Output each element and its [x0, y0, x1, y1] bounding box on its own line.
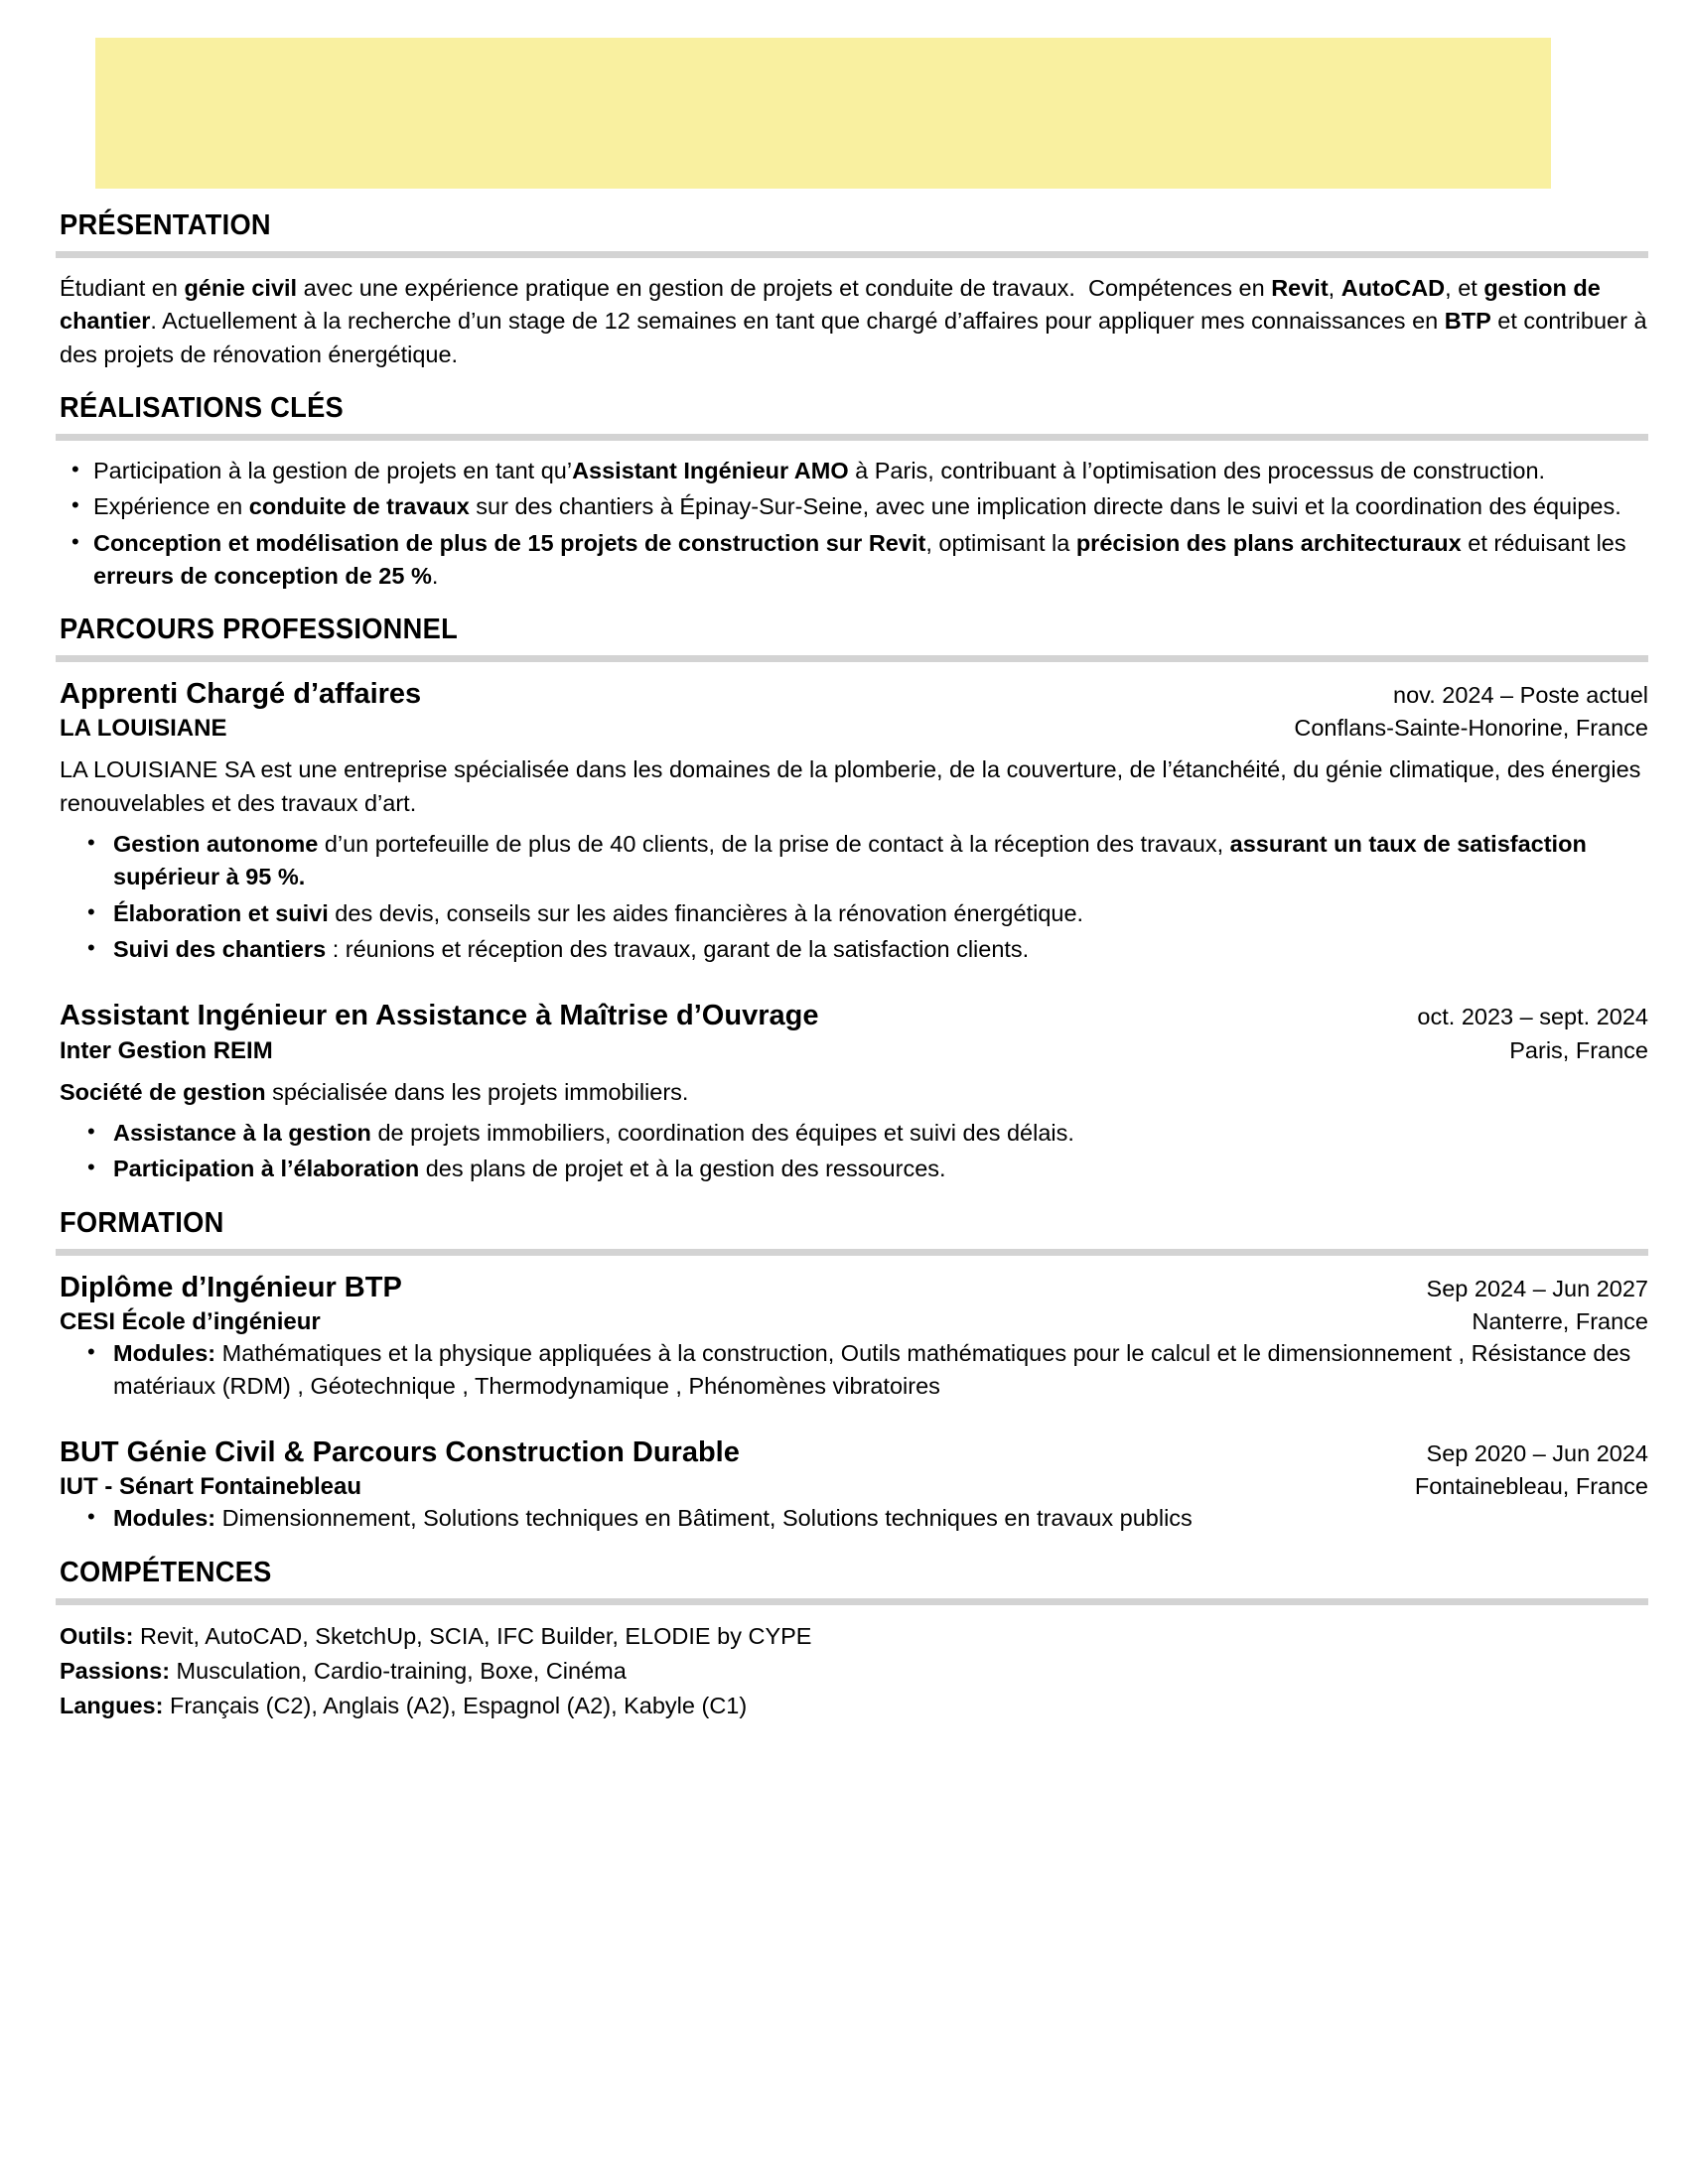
entry-org-row: [56, 713, 1648, 744]
header-banner-area: [0, 0, 1688, 189]
section-title-presentation: PRÉSENTATION: [60, 209, 271, 241]
competence-row: [60, 1619, 1648, 1654]
list-item: • Participation à l’élaboration des plans de projet et à la gestion des ressources.: [73, 1153, 1648, 1185]
competence-row: [60, 1689, 1648, 1723]
section-formation: [56, 1208, 1648, 1536]
entry-org-row: [56, 1035, 1648, 1066]
entry-location: Nanterre, France: [1472, 1307, 1648, 1334]
experience-entry: [56, 676, 1648, 966]
competence-label: Outils:: [60, 1622, 134, 1649]
entry-spacer: [56, 1409, 1648, 1434]
entry-organization: IUT - Sénart Fontainebleau: [60, 1473, 362, 1501]
competence-label: Langues:: [60, 1693, 164, 1719]
realisations-list: [56, 455, 1648, 593]
education-entry: [56, 1270, 1648, 1404]
parcours-entries: [56, 676, 1648, 1185]
section-title-parcours: PARCOURS PROFESSIONNEL: [60, 614, 459, 646]
section-divider: [56, 655, 1648, 662]
education-entry: [56, 1434, 1648, 1535]
header-banner: [95, 38, 1551, 189]
list-item: • Modules: Dimensionnement, Solutions techniques en Bâtiment, Solutions techniques en travaux publics: [73, 1502, 1648, 1535]
entry-organization: CESI École d’ingénieur: [60, 1307, 321, 1335]
section-divider: [56, 1598, 1648, 1605]
section-realisations: [56, 393, 1648, 593]
competence-label: Passions:: [60, 1657, 171, 1684]
section-title-realisations: RÉALISATIONS CLÉS: [60, 391, 344, 424]
entry-title: Apprenti Chargé d’affaires: [60, 678, 422, 711]
entry-bullets: [56, 1337, 1648, 1404]
entry-description: Société de gestion spécialisée dans les projets immobiliers.: [60, 1078, 689, 1105]
competence-value: Revit, AutoCAD, SketchUp, SCIA, IFC Builder, ELODIE by CYPE: [133, 1622, 812, 1649]
entry-dates: Sep 2024 – Jun 2027: [1426, 1275, 1648, 1301]
entry-location: Conflans-Sainte-Honorine, France: [1294, 715, 1648, 742]
entry-organization: Inter Gestion REIM: [60, 1036, 273, 1064]
entry-title: Diplôme d’Ingénieur BTP: [60, 1271, 402, 1303]
resume-content: [0, 210, 1688, 1723]
list-item: • Conception et modélisation de plus de 15 projets de construction sur Revit, optimisant la précision des plans architecturaux et réduisant les erreurs de conception de 25 %.: [60, 527, 1648, 594]
list-item: • Expérience en conduite de travaux sur des chantiers à Épinay-Sur-Seine, avec une implication directe dans le suivi et la coordination des équipes.: [60, 490, 1648, 523]
entry-title-row: [56, 1270, 1648, 1306]
section-divider: [56, 251, 1648, 258]
entry-bullets: [56, 828, 1648, 966]
list-item: • Modules: Mathématiques et la physique appliquées à la construction, Outils mathématiques pour le calcul et le dimensionnement , Résistance des matériaux (RDM) , Géotechnique , Thermodynamique , Phénomènes vibratoires: [73, 1337, 1648, 1404]
entry-bullets: [56, 1117, 1648, 1186]
section-parcours: [56, 614, 1648, 1185]
entry-organization: LA LOUISIANE: [60, 715, 227, 743]
competences-rows: [56, 1619, 1648, 1724]
section-competences: [56, 1558, 1648, 1724]
entry-description: LA LOUISIANE SA est une entreprise spécialisée dans les domaines de la plomberie, de la couverture, de l’étanchéité, du génie climatique, des énergies renouvelables et des travaux d’art.: [60, 756, 1641, 816]
competence-value: Français (C2), Anglais (A2), Espagnol (A2), Kabyle (C1): [163, 1693, 748, 1719]
section-title-competences: COMPÉTENCES: [60, 1556, 272, 1588]
section-title-formation: FORMATION: [60, 1206, 224, 1239]
formation-entries: [56, 1270, 1648, 1536]
entry-bullets: [56, 1502, 1648, 1535]
list-item: • Élaboration et suivi des devis, conseils sur les aides financières à la rénovation énergétique.: [73, 897, 1648, 930]
entry-dates: Sep 2020 – Jun 2024: [1426, 1440, 1648, 1467]
experience-entry: [56, 998, 1648, 1185]
section-divider: [56, 434, 1648, 441]
entry-title: Assistant Ingénieur en Assistance à Maîtrise d’Ouvrage: [60, 1000, 819, 1032]
entry-dates: nov. 2024 – Poste actuel: [1393, 682, 1648, 709]
list-item: • Gestion autonome d’un portefeuille de plus de 40 clients, de la prise de contact à la réception des travaux, assurant un taux de satisfaction supérieur à 95 %.: [73, 828, 1648, 894]
list-item: • Participation à la gestion de projets en tant qu’Assistant Ingénieur AMO à Paris, contribuant à l’optimisation des processus de construction.: [60, 455, 1648, 487]
entry-title-row: [56, 1434, 1648, 1471]
section-presentation: [56, 210, 1648, 371]
entry-org-row: [56, 1306, 1648, 1337]
entry-spacer: [56, 972, 1648, 998]
presentation-paragraph: Étudiant en génie civil avec une expérience pratique en gestion de projets et conduite de travaux. Compétences en Revit, AutoCAD, et gestion de chantier. Actuellement à la recherche d’un stage de 12 semaines en tant que chargé d’affaires pour appliquer mes connaissances en BTP et contribuer à des projets de rénovation énergétique.: [60, 274, 1647, 367]
section-divider: [56, 1249, 1648, 1256]
competence-value: Musculation, Cardio-training, Boxe, Cinéma: [170, 1657, 627, 1684]
list-item: • Suivi des chantiers : réunions et réception des travaux, garant de la satisfaction clients.: [73, 933, 1648, 966]
entry-dates: oct. 2023 – sept. 2024: [1417, 1004, 1648, 1030]
entry-location: Fontainebleau, France: [1414, 1473, 1648, 1500]
entry-title-row: [56, 676, 1648, 713]
entry-org-row: [56, 1471, 1648, 1502]
list-item: • Assistance à la gestion de projets immobiliers, coordination des équipes et suivi des délais.: [73, 1117, 1648, 1150]
entry-location: Paris, France: [1509, 1036, 1648, 1063]
entry-title-row: [56, 998, 1648, 1034]
competence-row: [60, 1654, 1648, 1689]
entry-title: BUT Génie Civil & Parcours Construction Durable: [60, 1436, 740, 1469]
